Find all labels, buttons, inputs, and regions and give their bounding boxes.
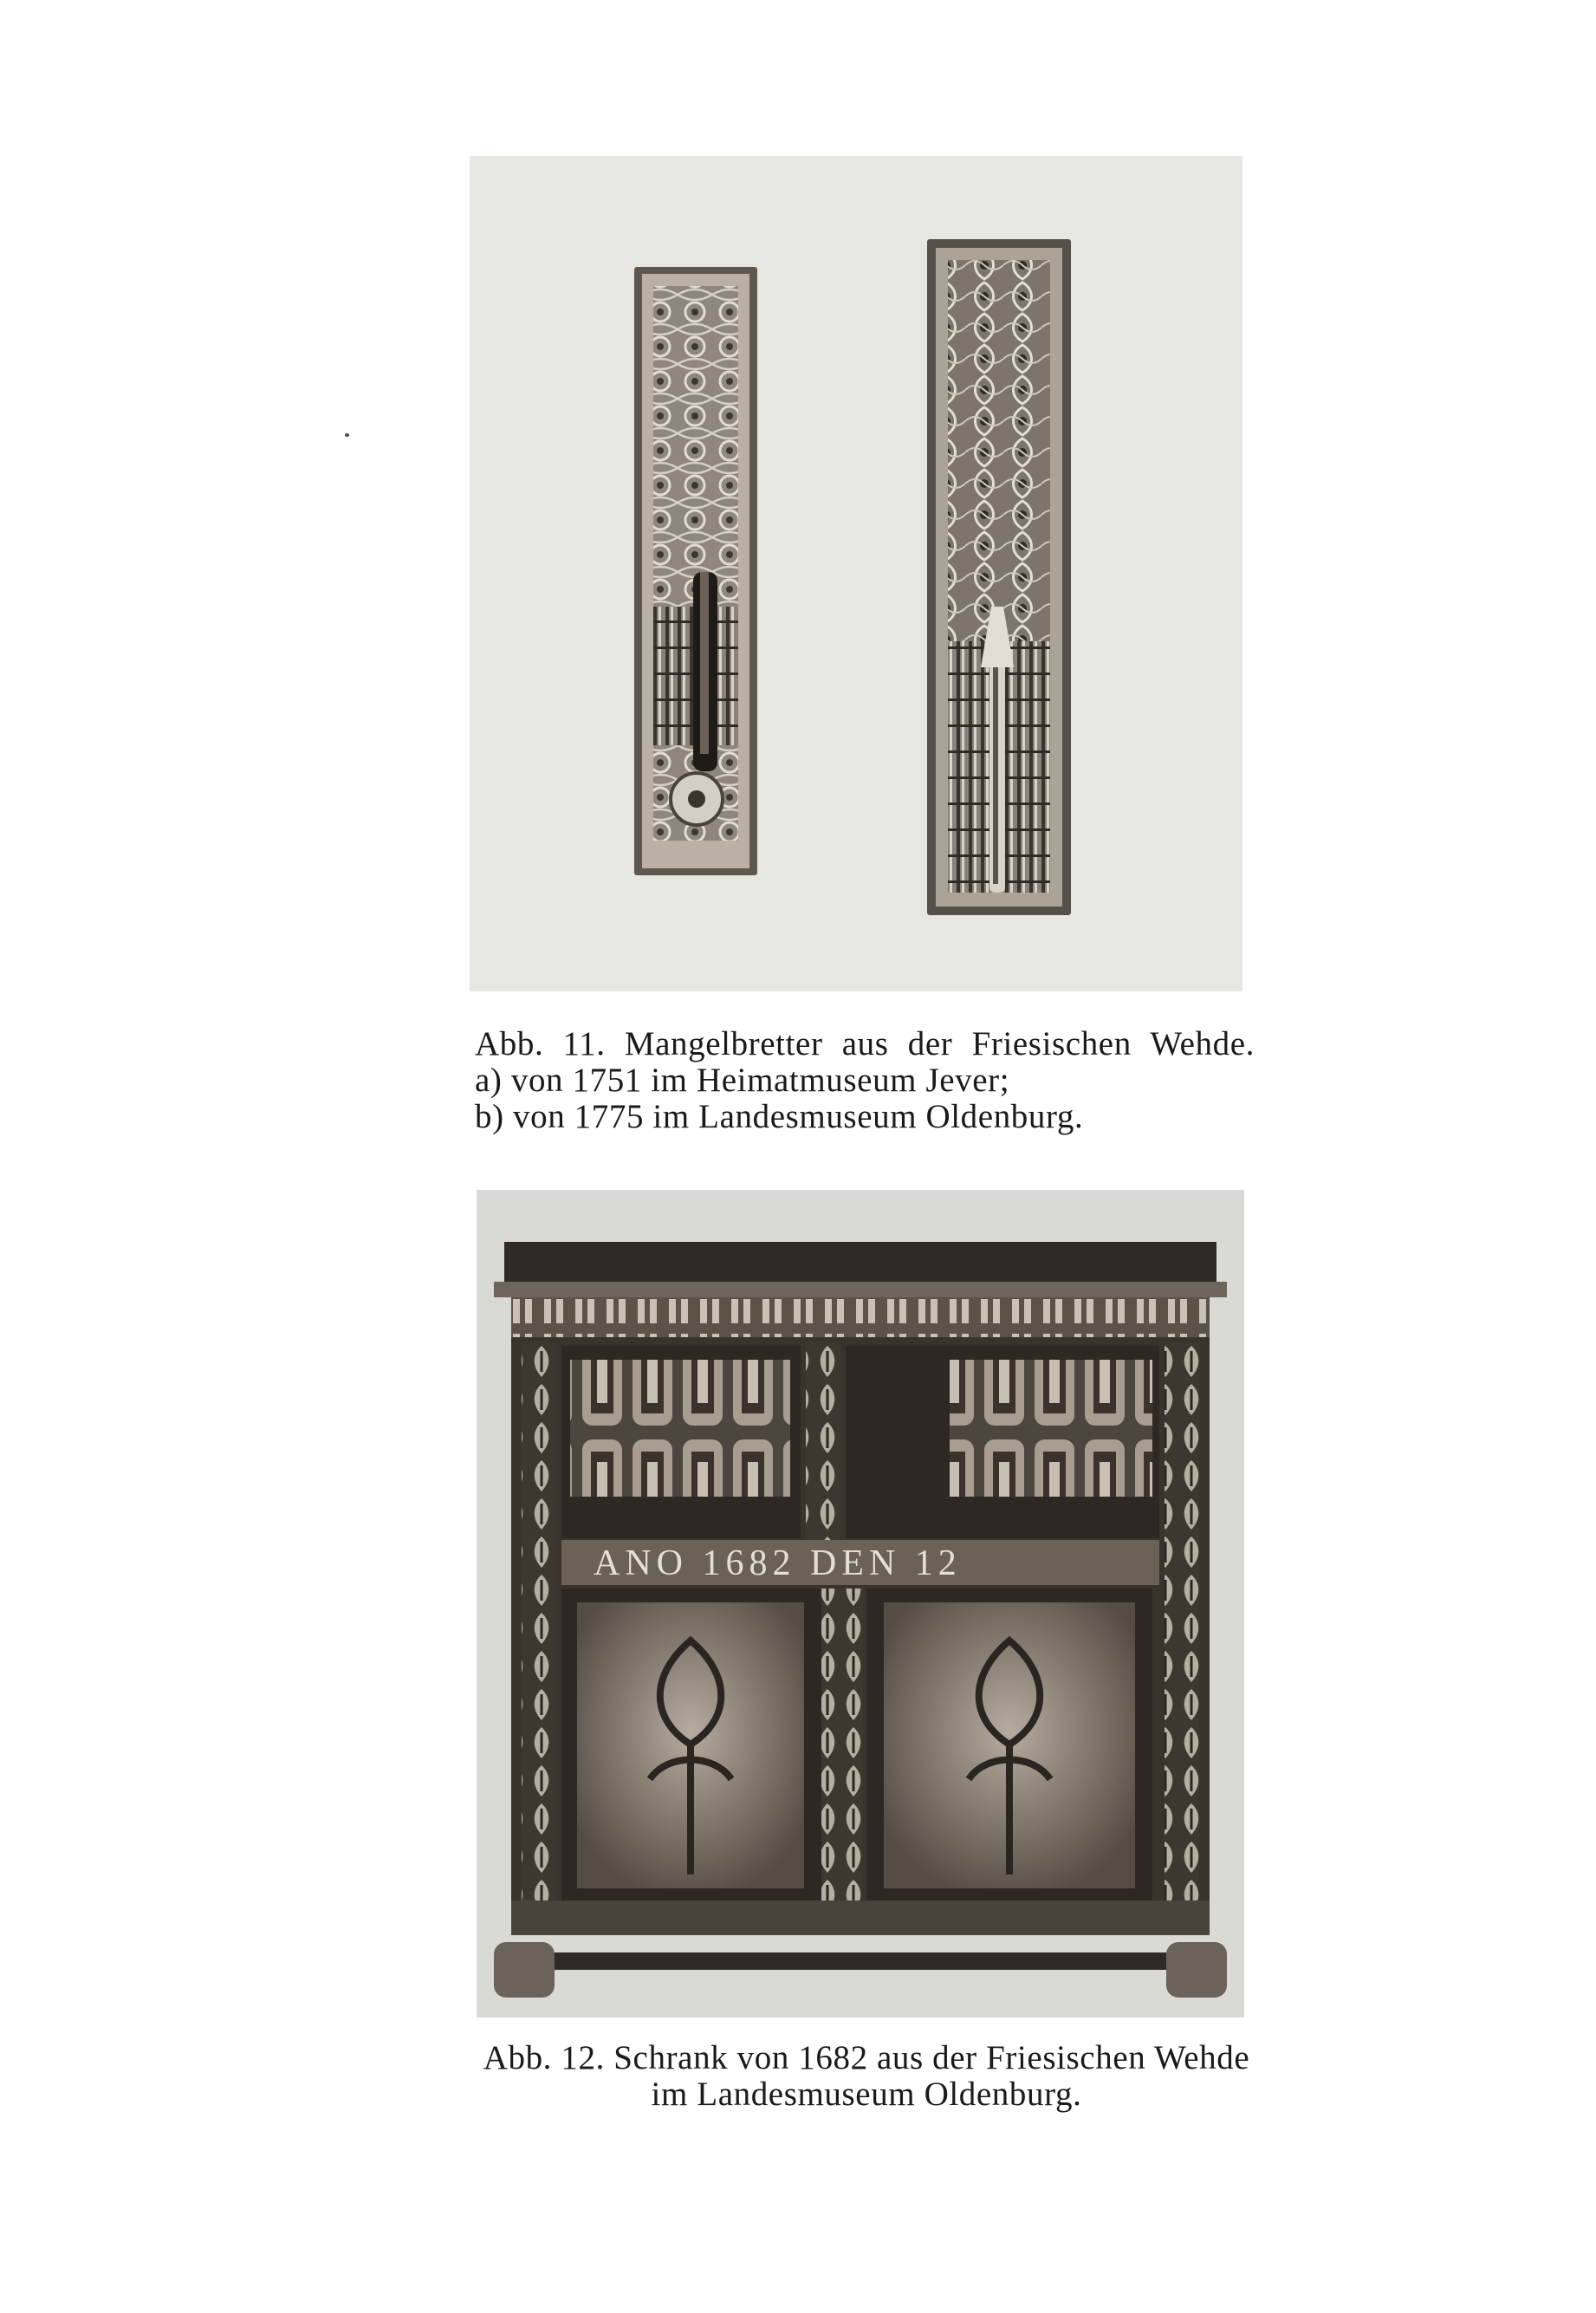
paper-speck — [345, 433, 349, 437]
caption-line: Abb. 11. Mangelbretter aus der Friesischen Wehde. — [475, 1025, 1255, 1062]
mangle-board-a — [634, 267, 757, 875]
caption-line: a) von 1751 im Heimatmuseum Jever; — [475, 1062, 1010, 1099]
figure-mangle-boards-photo — [470, 156, 1242, 991]
caption-line: Abb. 12. Schrank von 1682 aus der Friesischen Wehde — [483, 2039, 1250, 2076]
figure-12-caption — [468, 2040, 1265, 2113]
caption-line: im Landesmuseum Oldenburg. — [651, 2076, 1082, 2113]
figure-cupboard-photo — [477, 1190, 1244, 2017]
mangle-board-b — [927, 239, 1071, 915]
cupboard-inscription: ANO 1682 DEN 12 — [594, 1543, 962, 1583]
caption-line: b) von 1775 im Landesmuseum Oldenburg. — [475, 1098, 1084, 1135]
figure-11-caption — [475, 1026, 1255, 1135]
